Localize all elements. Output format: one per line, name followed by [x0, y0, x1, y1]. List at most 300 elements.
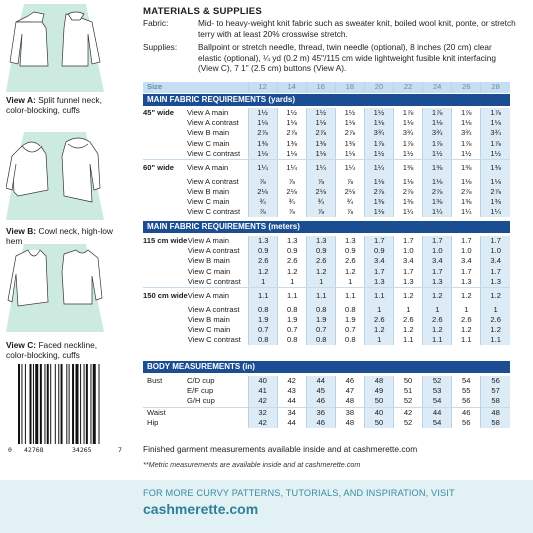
table-cell: 0.8	[307, 335, 336, 345]
table-cell: ⅞	[335, 207, 364, 217]
table-cell: 1½	[423, 149, 452, 160]
table-cell: 1.0	[452, 246, 481, 256]
measurement-label: Bust	[147, 376, 163, 385]
table-cell: 1	[336, 277, 365, 288]
table-cell: 55	[452, 386, 481, 396]
table-cell: 1⅜	[394, 197, 423, 207]
table-cell: 1	[365, 335, 394, 345]
meters-header: MAIN FABRIC REQUIREMENTS (meters)	[143, 221, 510, 233]
table-row	[143, 139, 510, 149]
fabric-width-label: 45" wide	[143, 108, 175, 117]
table-cell: 1	[394, 305, 423, 315]
table-cell: 2⅞	[335, 128, 364, 138]
table-cell: 58	[481, 418, 510, 428]
table-cell: 1.3	[452, 277, 481, 288]
table-cell: 1½	[248, 108, 277, 118]
view-label: View A main	[187, 163, 229, 173]
table-cell: 50	[394, 376, 423, 386]
fabric-width-label	[143, 187, 187, 197]
table-cell: 52	[394, 418, 423, 428]
table-cell: 1⅜	[306, 139, 335, 149]
view-label: View C main	[187, 196, 230, 206]
view-label: View B main	[187, 256, 230, 266]
size-cell: 28	[481, 82, 510, 93]
table-cell: 51	[394, 386, 423, 396]
table-cell: 0.8	[249, 335, 278, 345]
table-cell: 38	[335, 407, 364, 418]
table-cell: 32	[248, 407, 277, 418]
table-cell: 54	[452, 376, 481, 386]
table-cell: 1	[423, 305, 452, 315]
table-cell: 1⅜	[423, 160, 452, 177]
table-cell: 1.2	[278, 267, 307, 277]
table-cell: 1.2	[394, 288, 423, 305]
table-cell: 1⅛	[423, 177, 452, 187]
table-row	[143, 149, 510, 160]
size-cell: 18	[335, 82, 364, 93]
table-cell: 47	[335, 386, 364, 396]
table-cell: 41	[248, 386, 277, 396]
table-cell: 0.9	[307, 246, 336, 256]
fabric-width-label	[143, 177, 187, 187]
table-cell: 1⅛	[394, 177, 423, 187]
table-cell: 52	[394, 396, 423, 407]
table-cell: 2.6	[394, 315, 423, 325]
size-label: Size	[147, 82, 163, 92]
table-cell: 2⅛	[335, 187, 364, 197]
table-cell: 1⅜	[248, 139, 277, 149]
table-cell: 42	[248, 396, 277, 407]
view-label: View A contrast	[187, 118, 239, 128]
table-cell: 1⅛	[364, 118, 393, 128]
table-cell: 2.6	[365, 315, 394, 325]
table-cell: 1.2	[452, 288, 481, 305]
fabric-width-label	[143, 325, 188, 335]
table-cell: 1.7	[452, 267, 481, 277]
table-cell: 53	[423, 386, 452, 396]
table-cell: 2⅞	[248, 128, 277, 138]
table-cell: 1.7	[365, 267, 394, 277]
body-table	[143, 376, 510, 428]
measurement-label	[143, 396, 187, 407]
table-cell: 1.1	[394, 335, 423, 345]
table-cell: 1.2	[423, 325, 452, 335]
table-cell: 2⅛	[277, 187, 306, 197]
fabric-width-label	[143, 267, 188, 277]
table-cell: 2.6	[278, 256, 307, 266]
table-cell: 46	[335, 376, 364, 386]
table-cell: 3¾	[394, 128, 423, 138]
banner-text: FOR MORE CURVY PATTERNS, TUTORIALS, AND INSPIRATION, VISIT	[143, 488, 455, 498]
view-label: View C contrast	[188, 277, 249, 288]
table-cell: 1	[481, 305, 510, 315]
table-cell: 1⅜	[481, 160, 510, 177]
table-cell: 1¼	[364, 160, 393, 177]
table-cell: 1.1	[481, 335, 510, 345]
table-cell: 3.4	[423, 256, 452, 266]
barcode-digit: 0	[8, 446, 12, 454]
table-row	[143, 277, 510, 288]
table-cell: 3¾	[452, 128, 481, 138]
table-cell: 1	[365, 305, 394, 315]
table-cell: 1⅛	[452, 177, 481, 187]
table-cell: 42	[394, 407, 423, 418]
table-cell: 1	[249, 277, 278, 288]
fabric-row	[143, 18, 516, 40]
table-row	[143, 128, 510, 138]
table-cell: 0.7	[307, 325, 336, 335]
table-cell: 3.4	[481, 256, 510, 266]
table-cell: 1½	[481, 149, 510, 160]
table-cell: 1.2	[481, 288, 510, 305]
table-row	[143, 396, 510, 407]
table-cell: 2⅞	[277, 128, 306, 138]
table-cell: ⅞	[277, 207, 306, 217]
size-header-row	[143, 82, 510, 93]
size-cell: 20	[364, 82, 393, 93]
table-cell: 1.2	[452, 325, 481, 335]
table-cell: 1½	[335, 108, 364, 118]
table-cell: 1	[452, 305, 481, 315]
table-cell: 1⅛	[423, 118, 452, 128]
table-cell: 1¼	[481, 207, 510, 217]
table-cell: 54	[423, 418, 452, 428]
table-cell: 1.1	[278, 288, 307, 305]
table-cell: 1⅞	[452, 108, 481, 118]
table-cell: 3.4	[365, 256, 394, 266]
banner-url[interactable]: cashmerette.com	[143, 501, 259, 517]
table-cell: 58	[481, 396, 510, 407]
fabric-width-label	[143, 207, 187, 217]
view-label: View C main	[187, 324, 231, 334]
fabric-width-label	[143, 149, 187, 160]
table-cell: ⅞	[248, 207, 277, 217]
fabric-width-label: 115 cm wide	[143, 236, 188, 245]
table-cell: 3¾	[423, 128, 452, 138]
table-cell: 3¾	[364, 128, 393, 138]
view-label: View C main	[187, 138, 230, 148]
table-cell: 1.7	[365, 236, 394, 246]
table-row	[143, 108, 510, 118]
view-c-illustration	[6, 244, 104, 334]
fabric-width-label: 150 cm wide	[143, 291, 188, 301]
measurement-label: Waist	[147, 407, 166, 417]
table-cell: 1½	[277, 108, 306, 118]
table-cell: 1.3	[278, 236, 307, 246]
table-cell: 1⅞	[423, 108, 452, 118]
table-row	[143, 256, 510, 266]
table-row	[143, 288, 510, 305]
table-cell: 2.6	[307, 256, 336, 266]
table-row	[143, 160, 510, 177]
table-cell: 1⅛	[248, 118, 277, 128]
table-cell: 1½	[306, 108, 335, 118]
table-cell: 52	[423, 376, 452, 386]
view-label: View A main	[187, 236, 229, 245]
yards-table	[143, 108, 510, 217]
table-cell: 1⅞	[394, 139, 423, 149]
table-cell: 1⅜	[452, 160, 481, 177]
table-cell: 1.3	[394, 277, 423, 288]
table-cell: 0.9	[278, 246, 307, 256]
view-label: View A contrast	[187, 176, 239, 186]
table-cell: 36	[306, 407, 335, 418]
table-cell: 1.7	[423, 267, 452, 277]
barcode	[16, 364, 120, 444]
table-cell: 1.9	[336, 315, 365, 325]
table-cell: 1⅛	[394, 118, 423, 128]
table-cell: 1¼	[248, 160, 277, 177]
table-cell: 1.2	[394, 325, 423, 335]
view-label: View A contrast	[187, 304, 240, 314]
view-b-illustration	[6, 132, 104, 222]
table-cell: ⅞	[248, 177, 277, 187]
table-cell: 44	[277, 396, 306, 407]
table-cell: 2⅛	[306, 187, 335, 197]
supplies-text: Ballpoint or stretch needle, thread, twin needle (optional), 8 inches (20 cm) clear elastic (optional), ¼ yd (0.2 m) 45"/115 cm wide lightweight fusible knit interfacing (View C), 7 1" (2.5 cm) buttons (View A).	[198, 42, 496, 74]
table-row	[143, 305, 510, 315]
table-cell: 1⅛	[277, 149, 306, 160]
table-cell: 34	[277, 407, 306, 418]
table-cell: 1⅛	[335, 149, 364, 160]
table-cell: 49	[364, 386, 393, 396]
view-a-illustration	[6, 4, 104, 94]
table-cell: 1⅛	[306, 149, 335, 160]
table-cell: 0.7	[278, 325, 307, 335]
view-label: View B main	[187, 314, 230, 324]
table-cell: 1⅛	[364, 177, 393, 187]
table-cell: 44	[423, 407, 452, 418]
table-cell: 2.6	[423, 315, 452, 325]
table-cell: ⅞	[306, 177, 335, 187]
table-cell: 1.0	[423, 246, 452, 256]
table-cell: ¾	[306, 197, 335, 207]
fabric-width-label	[143, 118, 187, 128]
fabric-width-label	[143, 139, 187, 149]
size-cell: 14	[277, 82, 306, 93]
table-cell: 1⅛	[481, 177, 510, 187]
fabric-width-label	[143, 246, 188, 256]
table-cell: 0.8	[278, 305, 307, 315]
table-cell: 1⅜	[277, 139, 306, 149]
views-column	[0, 0, 143, 480]
fabric-label: Fabric:	[143, 18, 169, 28]
table-cell: 1.0	[481, 246, 510, 256]
table-cell: 1⅛	[306, 118, 335, 128]
view-label: View C contrast	[187, 335, 241, 345]
table-cell: 1.2	[249, 267, 278, 277]
table-cell: 0.9	[336, 246, 365, 256]
table-cell: 56	[481, 376, 510, 386]
table-row	[143, 246, 510, 256]
barcode-digit: 7	[118, 446, 122, 454]
table-cell: 0.8	[336, 305, 365, 315]
view-label: View A main	[187, 108, 229, 117]
yards-header: MAIN FABRIC REQUIREMENTS (yards)	[143, 94, 510, 106]
table-cell: 1.9	[249, 315, 278, 325]
table-cell: 2.6	[452, 315, 481, 325]
table-cell: 1.1	[423, 335, 452, 345]
table-row	[143, 267, 510, 277]
table-cell: 2.6	[249, 256, 278, 266]
table-cell: 1.9	[278, 315, 307, 325]
table-cell: 1⅞	[452, 139, 481, 149]
table-cell: 1.3	[481, 277, 510, 288]
table-cell: 48	[335, 418, 364, 428]
table-row	[143, 118, 510, 128]
table-cell: 48	[335, 396, 364, 407]
table-cell: 1½	[394, 149, 423, 160]
table-cell: 1.7	[452, 236, 481, 246]
table-cell: 1⅜	[423, 197, 452, 207]
table-cell: 2⅞	[394, 187, 423, 197]
table-row	[143, 325, 510, 335]
view-label: View C main	[187, 266, 231, 276]
table-cell: 1⅛	[481, 118, 510, 128]
size-cell: 24	[423, 82, 452, 93]
table-cell: 56	[452, 418, 481, 428]
table-row	[143, 315, 510, 325]
view-label: View C contrast	[187, 149, 248, 160]
table-cell: 1⅜	[452, 197, 481, 207]
table-cell: 1.3	[423, 277, 452, 288]
table-cell: ¾	[248, 197, 277, 207]
fabric-width-label	[143, 305, 188, 315]
table-row	[143, 187, 510, 197]
table-cell: 1.7	[481, 267, 510, 277]
table-cell: 1½	[452, 149, 481, 160]
view-label: View A contrast	[187, 246, 240, 256]
meters-table	[143, 236, 510, 345]
table-row	[143, 197, 510, 207]
table-cell: 3.4	[452, 256, 481, 266]
table-row	[143, 386, 510, 396]
table-cell: 1.3	[249, 236, 278, 246]
table-cell: 1	[278, 277, 307, 288]
table-cell: 1.2	[336, 267, 365, 277]
view-c-caption: View C: Faced neckline, color-blocking, cuffs	[6, 340, 98, 360]
table-cell: 1.7	[394, 267, 423, 277]
table-cell: 1.2	[307, 267, 336, 277]
table-cell: 1¼	[277, 160, 306, 177]
table-cell: 42	[277, 376, 306, 386]
table-cell: 1.7	[394, 236, 423, 246]
table-cell: 0.8	[278, 335, 307, 345]
size-cell: 22	[394, 82, 423, 93]
table-cell: 2.6	[481, 315, 510, 325]
table-cell: 1.1	[365, 288, 394, 305]
table-cell: 2.6	[336, 256, 365, 266]
table-cell: 1⅛	[335, 118, 364, 128]
table-cell: 1⅜	[335, 139, 364, 149]
cup-label: G/H cup	[187, 396, 215, 406]
view-a-caption: View A: Split funnel neck, color-blocking, cuffs	[6, 95, 102, 115]
table-cell: 2⅞	[306, 128, 335, 138]
supplies-row	[143, 42, 513, 76]
table-cell: 42	[248, 418, 277, 428]
table-cell: 2⅞	[423, 187, 452, 197]
table-cell: ¾	[335, 197, 364, 207]
table-cell: 1.1	[249, 288, 278, 305]
fabric-width-label	[143, 128, 187, 138]
table-cell: 1.3	[336, 236, 365, 246]
table-cell: 54	[423, 396, 452, 407]
fabric-width-label: 60" wide	[143, 163, 175, 173]
table-cell: 1½	[364, 149, 393, 160]
table-cell: 48	[364, 376, 393, 386]
view-b-caption: View B: Cowl neck, high-low hem	[6, 226, 113, 246]
table-cell: 1⅜	[394, 160, 423, 177]
measurement-label: Hip	[147, 417, 159, 427]
table-cell: 0.8	[249, 305, 278, 315]
table-cell: 50	[364, 418, 393, 428]
cup-label	[187, 407, 248, 418]
table-cell: 1.7	[423, 236, 452, 246]
table-cell: 3.4	[394, 256, 423, 266]
view-label: View B main	[187, 128, 230, 138]
body-header: BODY MEASUREMENTS (in)	[143, 361, 510, 373]
cup-label: C/D cup	[187, 376, 215, 385]
table-cell: 56	[452, 396, 481, 407]
table-cell: 46	[306, 418, 335, 428]
table-cell: 1.2	[365, 325, 394, 335]
table-cell: 1¼	[452, 207, 481, 217]
table-cell: 1.9	[307, 315, 336, 325]
table-cell: 1½	[364, 108, 393, 118]
table-cell: 1⅜	[364, 197, 393, 207]
table-cell: 1.2	[423, 288, 452, 305]
table-cell: 50	[364, 396, 393, 407]
table-cell: 1⅛	[364, 207, 393, 217]
size-cell: 16	[306, 82, 335, 93]
table-cell: 1.7	[481, 236, 510, 246]
table-cell: 0.8	[336, 335, 365, 345]
table-cell: 2⅞	[452, 187, 481, 197]
table-cell: 48	[481, 407, 510, 418]
fabric-width-label	[143, 315, 188, 325]
table-cell: 1	[307, 277, 336, 288]
table-row	[143, 207, 510, 217]
table-cell: ⅞	[335, 177, 364, 187]
table-cell: 1.3	[307, 236, 336, 246]
fabric-text: Mid- to heavy-weight knit fabric such as sweater knit, boiled wool knit, ponte, or stretch terry with at least 20% crosswise stretch.	[198, 18, 516, 39]
table-cell: 1.1	[307, 288, 336, 305]
table-cell: 46	[306, 396, 335, 407]
cup-label	[187, 418, 248, 428]
table-cell: 44	[306, 376, 335, 386]
table-cell: 1.2	[481, 325, 510, 335]
table-cell: 1⅞	[394, 108, 423, 118]
table-row	[143, 236, 510, 246]
table-cell: 1⅛	[277, 118, 306, 128]
table-cell: 1⅞	[481, 108, 510, 118]
table-cell: 40	[364, 407, 393, 418]
table-cell: 1¼	[423, 207, 452, 217]
table-row	[143, 177, 510, 187]
view-label: View B main	[187, 186, 230, 196]
table-cell: 44	[277, 418, 306, 428]
table-cell: 1.1	[336, 288, 365, 305]
table-cell: 0.9	[365, 246, 394, 256]
cup-label: E/F cup	[187, 386, 214, 396]
table-cell: 0.9	[249, 246, 278, 256]
table-cell: 1.3	[365, 277, 394, 288]
measurement-label	[143, 386, 187, 396]
table-cell: 1.0	[394, 246, 423, 256]
barcode-digit: 34265	[72, 446, 92, 454]
fabric-width-label	[143, 335, 188, 345]
table-row	[143, 407, 510, 418]
